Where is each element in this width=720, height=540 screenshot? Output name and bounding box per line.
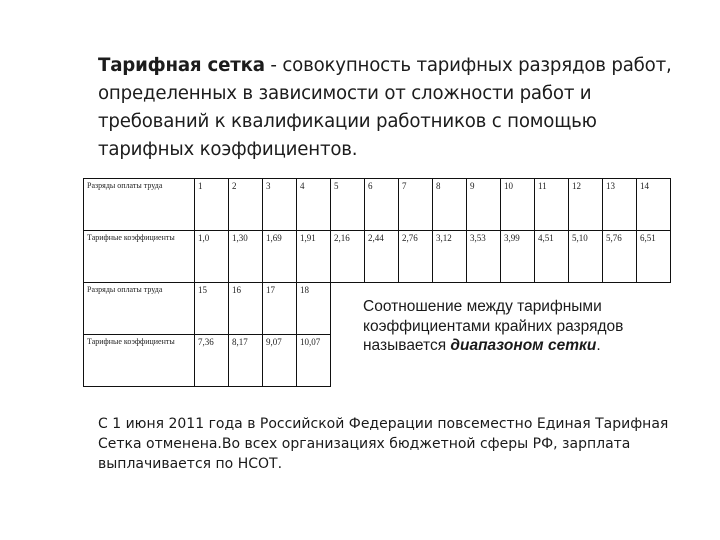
definition-text: - совокупность тарифных разрядов работ, определенных в зависимости от сложности работ и требований к квалификации работников с помощью тарифных коэффициентов. (98, 55, 672, 160)
coef-cell: 6,51 (637, 231, 671, 283)
grade-cell: 15 (195, 283, 229, 335)
abolition-note: С 1 июня 2011 года в Российской Федерации повсеместно Единая Тарифная Сетка отменена.Во всех организациях бюджетной сферы РФ, зарплата выплачивается по НСОТ. (98, 416, 669, 472)
coef-cell: 3,53 (467, 231, 501, 283)
coef-cell: 1,69 (263, 231, 297, 283)
grade-cell: 4 (297, 179, 331, 231)
coef-cell: 8,17 (229, 335, 263, 387)
coef-cell: 1,30 (229, 231, 263, 283)
row-label: Тарифные коэффициенты (84, 231, 195, 283)
grade-cell: 1 (195, 179, 229, 231)
ratio-text: Соотношение между тарифными коэффициентами крайних разрядов называется (363, 298, 624, 354)
grade-cell: 6 (365, 179, 399, 231)
ratio-term: диапазоном сетки (450, 337, 597, 354)
tariff-grid-table (83, 178, 671, 387)
grid-range-note (363, 297, 663, 356)
grade-cell: 18 (297, 283, 331, 335)
coef-cell: 2,16 (331, 231, 365, 283)
grade-cell: 11 (535, 179, 569, 231)
coef-cell: 1,91 (297, 231, 331, 283)
table-row-coefficients-1 (84, 231, 671, 283)
coef-cell: 10,07 (297, 335, 331, 387)
coef-cell: 5,76 (603, 231, 637, 283)
grade-cell: 7 (399, 179, 433, 231)
grade-cell: 14 (637, 179, 671, 231)
grade-cell: 8 (433, 179, 467, 231)
grade-cell: 9 (467, 179, 501, 231)
row-label: Разряды оплаты труда (84, 179, 195, 231)
row-label: Тарифные коэффициенты (84, 335, 195, 387)
coef-cell: 5,10 (569, 231, 603, 283)
coef-cell: 2,76 (399, 231, 433, 283)
grade-cell: 5 (331, 179, 365, 231)
grade-cell: 17 (263, 283, 297, 335)
coef-cell: 4,51 (535, 231, 569, 283)
coef-cell: 2,44 (365, 231, 399, 283)
coef-cell: 7,36 (195, 335, 229, 387)
grade-cell: 2 (229, 179, 263, 231)
grade-cell: 16 (229, 283, 263, 335)
ratio-end: . (596, 337, 601, 354)
grade-cell: 3 (263, 179, 297, 231)
row-label: Разряды оплаты труда (84, 283, 195, 335)
grade-cell: 10 (501, 179, 535, 231)
coef-cell: 1,0 (195, 231, 229, 283)
grade-cell: 12 (569, 179, 603, 231)
grade-cell: 13 (603, 179, 637, 231)
coef-cell: 3,99 (501, 231, 535, 283)
coef-cell: 9,07 (263, 335, 297, 387)
table-row-grades-1 (84, 179, 671, 231)
coef-cell: 3,12 (433, 231, 467, 283)
term-tariff-grid: Тарифная сетка (98, 55, 265, 76)
intro-definition (98, 52, 698, 164)
